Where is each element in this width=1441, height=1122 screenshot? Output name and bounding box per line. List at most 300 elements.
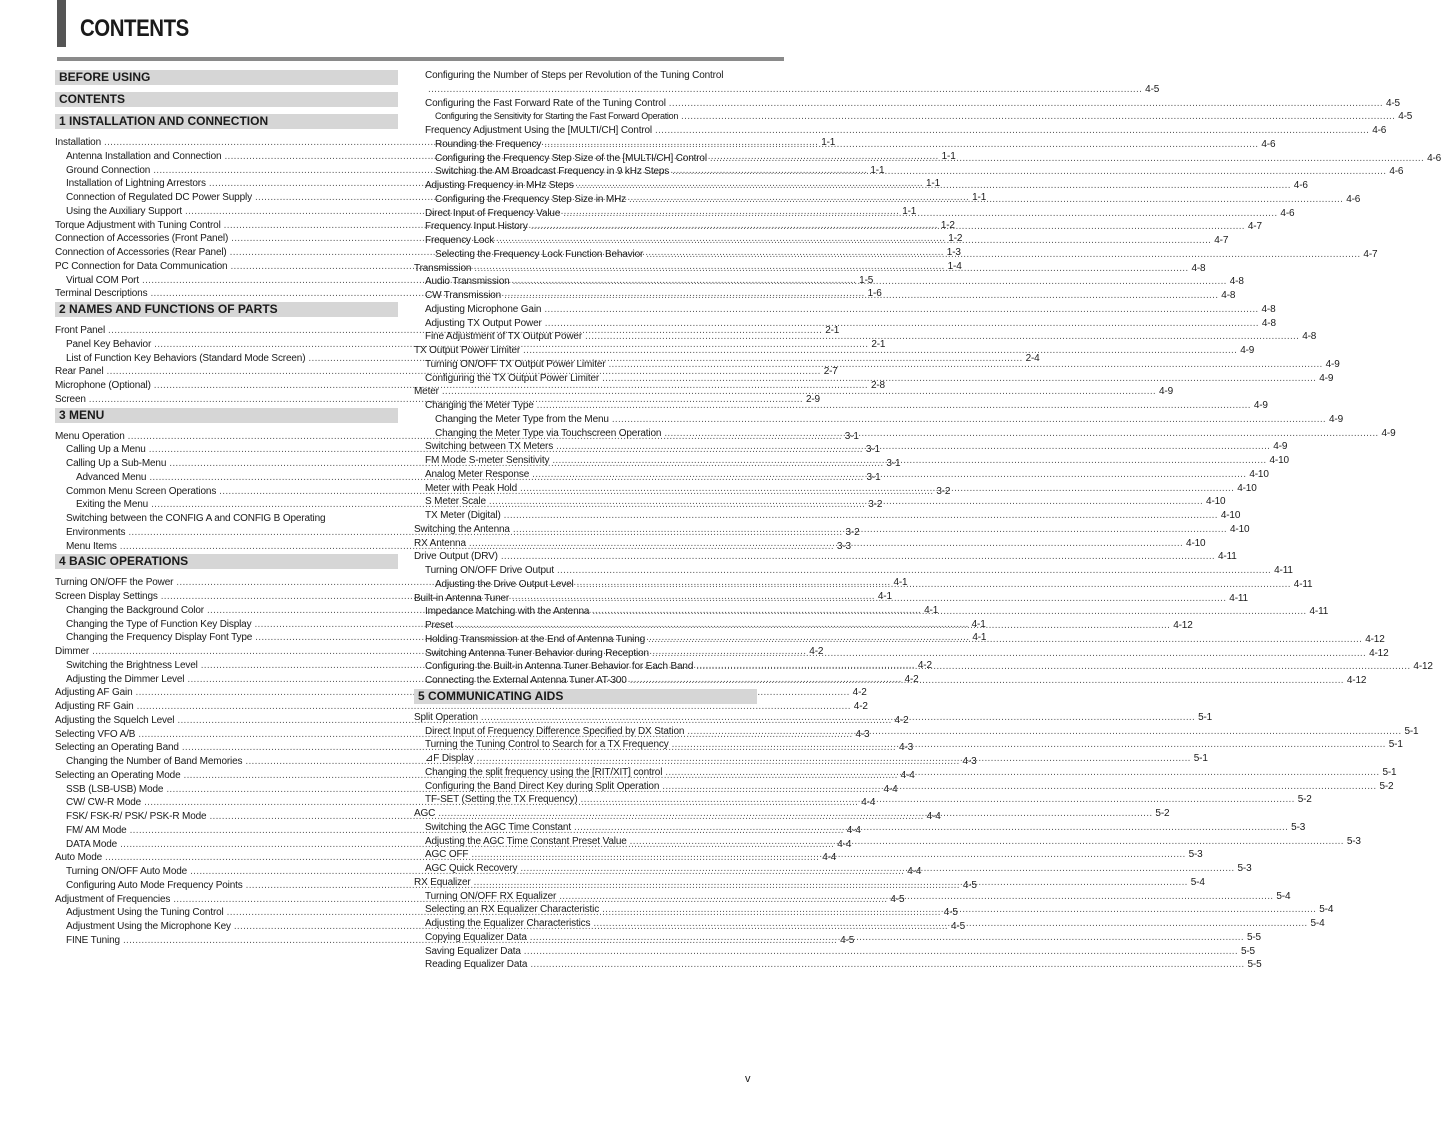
toc-entry-page: 4-11 [1293, 578, 1313, 590]
dot-leader [556, 440, 1270, 454]
toc-entry-page: 5-2 [1297, 794, 1312, 806]
toc-entry-page: 4-3 [855, 728, 870, 740]
dot-leader [592, 605, 1306, 619]
toc-entry-title: Turning ON/OFF Auto Mode [66, 866, 188, 877]
toc-entry-title: Adjusting RF Gain [55, 701, 134, 712]
section-heading: CONTENTS [55, 92, 398, 107]
toc-entry-page: 4-2 [853, 701, 868, 712]
dot-leader [669, 97, 1383, 111]
page-title: CONTENTS [80, 15, 189, 42]
toc-entry-page: 4-9 [1325, 358, 1340, 370]
toc-entry-title: Configuring the Band Direct Key during Split Operation [425, 780, 660, 792]
toc-entry-page: 4-12 [1369, 647, 1389, 659]
toc-entry[interactable] [55, 700, 868, 714]
dot-leader [593, 917, 1307, 931]
toc-entry-page: 5-1 [1198, 711, 1213, 723]
toc-entry-title: Switching the Antenna [414, 523, 510, 535]
toc-entry-title: TX Output Power Limiter [414, 345, 521, 356]
toc-entry-title: Split Operation [414, 711, 478, 723]
dot-leader [544, 138, 1258, 152]
toc-entry-title: Frequency Adjustment Using the [MULTI/CH] Control [425, 125, 653, 136]
toc-entry-title: Connection of Regulated DC Power Supply [66, 192, 252, 203]
toc-entry-title: Adjustment Using the Microphone Key [66, 921, 231, 932]
toc-entry-title: Configuring the TX Output Power Limiter [425, 372, 600, 384]
toc-entry-title: Advanced Menu [76, 471, 147, 483]
toc-entry-page: 4-2 [894, 714, 909, 726]
toc-entry-page: 4-1 [877, 591, 892, 602]
dot-leader [672, 165, 1386, 179]
toc-entry-page: 1-1 [870, 164, 885, 176]
toc-entry-page: 4-12 [1413, 661, 1433, 673]
toc-entry-page: 4-1 [893, 577, 908, 589]
toc-entry-title: Exiting the Menu [76, 499, 149, 511]
toc-entry-title: Turning ON/OFF Drive Output [425, 565, 554, 576]
toc-entry-page: 4-10 [1220, 510, 1241, 521]
dot-leader [471, 848, 1185, 862]
toc-entry-title: Direct Input of Frequency Difference Specified by DX Station [425, 725, 685, 737]
toc-entry-page: 2-9 [805, 393, 820, 405]
toc-entry-page: 1-1 [821, 137, 836, 148]
dot-leader [513, 523, 1227, 537]
toc-entry-page: 4-9 [1158, 386, 1173, 398]
toc-entry-title: Preset [425, 620, 454, 631]
toc-entry-page: 5-4 [1276, 890, 1291, 902]
toc-entry-title: Changing the Meter Type [425, 400, 534, 411]
dot-leader [438, 807, 1152, 821]
toc-entry-page: 5-3 [1237, 863, 1252, 874]
dot-leader [612, 413, 1326, 427]
toc-entry-title: Installation of Lightning Arrestors [66, 178, 206, 190]
toc-entry[interactable] [414, 958, 1262, 972]
toc-entry-page: 2-8 [870, 380, 885, 391]
toc-entry-title: Adjusting Microphone Gain [425, 303, 542, 315]
toc-entry[interactable] [414, 413, 1343, 427]
dot-leader [523, 344, 1237, 358]
toc-entry-title: Turning ON/OFF the Power [55, 577, 174, 589]
toc-entry[interactable] [414, 303, 1276, 317]
toc-entry-page: 4-9 [1240, 345, 1255, 356]
dot-leader [559, 890, 1273, 904]
toc-entry-title: Built-in Antenna Tuner [414, 592, 510, 604]
toc-entry-title: Terminal Descriptions [55, 288, 148, 300]
toc-entry-title: Common Menu Screen Operations [66, 485, 217, 497]
toc-entry-page: 4-8 [1221, 290, 1236, 301]
toc-entry-page: 3-2 [936, 485, 951, 497]
toc-entry-page: 4-1 [972, 632, 987, 644]
toc-entry-title: AGC Quick Recovery [425, 863, 518, 874]
toc-entry[interactable] [414, 592, 1248, 606]
toc-entry[interactable] [414, 110, 1413, 124]
toc-entry[interactable] [414, 945, 1255, 959]
toc-entry-page: 3-2 [845, 526, 860, 538]
title-rule [57, 57, 784, 61]
section-heading: 1 INSTALLATION AND CONNECTION [55, 114, 398, 129]
toc-entry-title: Calling Up a Menu [66, 444, 146, 456]
toc-entry-title: Changing the Meter Type via Touchscreen Operation [435, 427, 662, 439]
toc-entry[interactable] [414, 619, 1193, 633]
toc-entry-title: FM/ AM Mode [66, 824, 127, 836]
toc-entry-title: Selecting VFO A/B [55, 728, 136, 740]
toc-entry-page: 4-8 [1191, 262, 1206, 274]
toc-entry-page: 5-5 [1240, 945, 1255, 957]
toc-entry-title: Dimmer [55, 646, 90, 657]
toc-entry[interactable] [414, 564, 1293, 578]
toc-entry-page: 1-1 [941, 150, 956, 162]
dot-leader [710, 152, 1424, 166]
toc-entry-page: 4-1 [971, 618, 986, 630]
toc-entry-page: 4-6 [1261, 138, 1276, 150]
toc-entry-title: Selecting an Operating Mode [55, 769, 181, 781]
dot-leader [545, 317, 1259, 331]
toc-entry-page: 4-4 [846, 824, 861, 836]
toc-entry-title: Installation [55, 137, 102, 148]
toc-entry-title: PC Connection for Data Communication [55, 260, 228, 272]
toc-entry-title: List of Function Key Behaviors (Standard Mode Screen) [66, 352, 306, 364]
toc-entry-page: 5-3 [1346, 835, 1361, 847]
toc-entry-title: Changing the Number of Band Memories [66, 756, 243, 767]
dot-leader [681, 110, 1395, 124]
toc-entry-title: Changing the Frequency Display Font Type [66, 632, 253, 644]
toc-entry-title: Connection of Accessories (Front Panel) [55, 233, 229, 245]
toc-entry-title: Antenna Installation and Connection [66, 150, 222, 162]
dot-leader [557, 564, 1271, 578]
toc-entry-title: Menu Operation [55, 430, 125, 442]
toc-entry-page: 4-10 [1249, 468, 1269, 480]
dot-leader [602, 372, 1316, 386]
dot-leader [532, 468, 1246, 482]
toc-entry-page: 4-5 [1145, 83, 1160, 95]
toc-entry-page: 1-1 [972, 192, 987, 203]
toc-entry-page: 4-9 [1273, 441, 1288, 453]
toc-entry-title: Configuring Auto Mode Frequency Points [66, 879, 243, 891]
toc-entry-page: 2-1 [871, 338, 886, 350]
toc-entry-page: 4-11 [1229, 592, 1248, 604]
toc-entry-title: Rounding the Frequency [435, 138, 542, 150]
toc-entry-title: Adjusting the Dimmer Level [66, 673, 185, 685]
toc-entry-title: SSB (LSB-USB) Mode [66, 783, 164, 795]
toc-entry-title: Switching between the CONFIG A and CONFIG B Operating [66, 513, 326, 524]
toc-entry-title: Changing the Background Color [66, 604, 204, 616]
toc-entry-page: 1-5 [859, 274, 874, 286]
dot-leader [652, 647, 1366, 661]
dot-leader [477, 752, 1191, 766]
toc-entry-title: Switching the AGC Time Constant [425, 821, 571, 833]
toc-entry[interactable] [414, 605, 1329, 619]
toc-entry-page: 4-12 [1346, 675, 1367, 686]
toc-entry-page: 1-3 [946, 247, 961, 258]
toc-entry-page: 1-1 [902, 205, 917, 217]
toc-entry-page: 4-4 [900, 769, 915, 781]
toc-entry-title: Rear Panel [55, 366, 104, 378]
toc-entry[interactable] [414, 69, 757, 83]
toc-entry-page: 5-5 [1246, 931, 1261, 943]
toc-entry-page: 2-4 [1025, 352, 1040, 364]
toc-entry-page: 4-5 [840, 934, 855, 946]
toc-entry-page: 4-2 [852, 687, 867, 699]
toc-entry-page: 5-3 [1291, 821, 1306, 833]
toc-entry-page: 4-7 [1363, 248, 1378, 260]
dot-leader [504, 289, 1218, 303]
toc-entry-title: Drive Output (DRV) [414, 551, 498, 563]
toc-entry-title: RX Equalizer [414, 876, 471, 888]
dot-leader [629, 193, 1343, 207]
toc-entry-page: 4-11 [1309, 606, 1329, 618]
toc-entry-page: 3-1 [844, 430, 859, 442]
dot-leader [581, 793, 1295, 807]
dot-leader [474, 262, 1188, 276]
toc-entry-title: AGC OFF [425, 849, 469, 861]
toc-entry[interactable] [414, 633, 1385, 647]
toc-entry[interactable] [414, 97, 1400, 111]
dot-leader [442, 385, 1156, 399]
toc-entry-title: RX Antenna [414, 537, 466, 549]
dot-leader [672, 738, 1386, 752]
toc-entry-title: Screen Display Settings [55, 591, 158, 602]
dot-leader [489, 495, 1203, 509]
toc-entry-title: Adjusting AF Gain [55, 687, 133, 699]
toc-entry-page: 1-2 [940, 219, 955, 231]
toc-entry-title: Selecting an Operating Band [55, 742, 179, 754]
toc-entry-title: CW Transmission [425, 290, 502, 301]
toc-entry-title: TX Meter (Digital) [425, 510, 501, 521]
toc-entry-page: 1-2 [948, 233, 963, 245]
dot-leader [648, 633, 1362, 647]
dot-leader [531, 220, 1245, 234]
toc-entry-title: Changing the Type of Function Key Display [66, 618, 252, 630]
dot-leader [456, 619, 1170, 633]
toc-entry-page: 4-10 [1186, 537, 1206, 549]
toc-entry-title: AGC [414, 808, 436, 819]
toc-entry-page: 4-2 [917, 659, 932, 671]
toc-entry-title: Configuring the Sensitivity for Starting the Fast Forward Operation [435, 111, 679, 122]
toc-entry-title: Meter [414, 386, 439, 398]
toc-entry-page: 4-9 [1328, 413, 1343, 425]
toc-entry-page: 5-1 [1388, 739, 1403, 751]
toc-entry-title: Fine Adjustment of TX Output Power [425, 331, 583, 343]
toc-entry-title: Changing the split frequency using the [RIT/XIT] control [425, 766, 663, 778]
toc-entry-title: FM Mode S-meter Sensitivity [425, 455, 550, 466]
toc-entry-title: Connection of Accessories (Rear Panel) [55, 247, 227, 258]
dot-leader [563, 207, 1277, 221]
toc-entry-title: Configuring the Frequency Step Size in MHz [435, 193, 627, 205]
dot-leader [530, 931, 1244, 945]
toc-entry-page: 4-6 [1346, 193, 1361, 205]
toc-entry-page: 4-11 [1274, 565, 1293, 576]
toc-entry-page: 4-9 [1381, 427, 1396, 439]
toc-entry-page: 4-5 [951, 921, 966, 932]
toc-entry-page: 4-5 [962, 879, 977, 891]
toc-entry-page: 5-1 [1193, 753, 1208, 764]
toc-entry-page: 5-1 [1404, 725, 1419, 737]
toc-entry-page: 4-4 [837, 838, 852, 850]
toc-entry-page: 1-1 [926, 178, 941, 190]
dot-leader [577, 179, 1291, 193]
toc-entry-title: TF-SET (Setting the TX Frequency) [425, 794, 578, 806]
toc-entry-page: 4-12 [1365, 633, 1385, 645]
toc-entry-title: Switching Antenna Tuner Behavior during Reception [425, 647, 649, 659]
toc-entry-page: 4-6 [1280, 207, 1295, 219]
toc-entry-page: 4-5 [943, 907, 958, 919]
page-number: v [745, 1073, 751, 1085]
toc-entry[interactable] [414, 550, 1237, 564]
toc-entry-title: Switching the AM Broadcast Frequency in 9 kHz Steps [435, 166, 670, 178]
toc-entry-title: Impedance Matching with the Antenna [425, 606, 590, 618]
toc-entry-page: 4-4 [926, 811, 941, 822]
toc-entry-page: 4-3 [899, 742, 914, 754]
toc-entry-page: 4-10 [1206, 496, 1226, 508]
section-heading: 2 NAMES AND FUNCTIONS OF PARTS [55, 302, 398, 317]
toc-entry-page: 4-4 [883, 783, 898, 795]
toc-entry-title: ⊿F Display [425, 753, 474, 764]
toc-entry-page: 3-1 [865, 444, 880, 456]
toc-entry[interactable] [414, 578, 1313, 592]
toc-entry-title: Turning the Tuning Control to Search for a TX Frequency [425, 739, 669, 751]
toc-entry-page: 4-4 [907, 866, 922, 877]
toc-entry-title: S Meter Scale [425, 496, 486, 508]
dot-leader [520, 482, 1234, 496]
dot-leader [552, 454, 1266, 468]
toc-entry-title: Calling Up a Sub-Menu [66, 458, 167, 469]
toc-entry-page: 4-8 [1261, 303, 1276, 315]
section-heading: 4 BASIC OPERATIONS [55, 554, 398, 569]
toc-entry-title: Configuring the Number of Steps per Revolution of the Tuning Control [425, 70, 724, 81]
toc-entry-page: 4-4 [861, 797, 876, 809]
toc-entry-title: Torque Adjustment with Tuning Control [55, 219, 221, 231]
toc-entry-title: Adjusting Frequency in MHz Steps [425, 180, 574, 191]
toc-entry-title: Adjustment Using the Tuning Control [66, 907, 224, 919]
toc-entry-page: 4-6 [1293, 180, 1308, 191]
section-heading: 3 MENU [55, 408, 398, 423]
dot-leader [655, 124, 1369, 138]
toc-entry-title: FSK/ FSK-R/ PSK/ PSK-R Mode [66, 811, 207, 822]
toc-entry-page: 4-7 [1247, 221, 1262, 233]
toc-entry-page: 1-6 [867, 288, 882, 300]
toc-entry-title: Adjusting the AGC Time Constant Preset Value [425, 835, 627, 847]
toc-entry-title: Configuring the Built-in Antenna Tuner Behavior for Each Band [425, 661, 694, 673]
toc-entry-title: Direct Input of Frequency Value [425, 207, 561, 219]
dot-leader [602, 903, 1316, 917]
toc-entry-page: 4-6 [1372, 125, 1387, 136]
toc-entry-page: 2-1 [825, 325, 840, 336]
dot-leader [630, 835, 1344, 849]
section-heading: 5 COMMUNICATING AIDS [414, 689, 757, 704]
toc-entry-title: Configuring the Frequency Step Size of the [MULTI/CH] Control [435, 152, 707, 164]
toc-entry-page: 4-5 [1385, 97, 1400, 109]
toc-entry-title: Configuring the Fast Forward Rate of the Tuning Control [425, 97, 666, 109]
toc-entry[interactable] [55, 512, 398, 526]
dot-leader [513, 275, 1227, 289]
dot-leader [630, 674, 1344, 688]
toc-entry-page: 1-4 [947, 260, 962, 272]
dot-leader [662, 780, 1376, 794]
dot-leader [497, 234, 1211, 248]
toc-entry-title: CW/ CW-R Mode [66, 797, 142, 809]
toc-entry-title: Adjusting the Drive Output Level [435, 578, 574, 590]
toc-entry-page: 5-5 [1247, 959, 1262, 971]
toc-entry-page: 4-10 [1237, 482, 1257, 494]
toc-entry-page: 4-10 [1229, 523, 1250, 535]
dot-leader [481, 711, 1195, 725]
dot-leader [512, 592, 1226, 606]
toc-entry-title: Switching between TX Meters [425, 441, 554, 453]
toc-entry-page: 4-2 [904, 673, 919, 685]
toc-entry-title: Microphone (Optional) [55, 380, 151, 391]
toc-entry-title: Selecting the Frequency Lock Function Behavior [435, 248, 644, 260]
toc-entry-page: 3-1 [886, 458, 901, 469]
toc-entry-title: FINE Tuning [66, 934, 120, 946]
toc-entry-page: 4-7 [1214, 235, 1229, 246]
toc-entry-title: DATA Mode [66, 838, 118, 850]
toc-entry-title: Audio Transmission [425, 276, 510, 288]
toc-entry-title: Environments [66, 526, 126, 538]
toc-entry-page: 4-8 [1261, 317, 1276, 329]
toc-entry-page: 5-4 [1190, 876, 1205, 888]
toc-entry-page: 3-3 [836, 540, 851, 552]
toc-entry-page: 4-5 [890, 893, 905, 905]
toc-entry-title: Adjusting TX Output Power [425, 317, 542, 329]
toc-entry-page: 5-3 [1188, 849, 1203, 861]
dot-leader [665, 766, 1379, 780]
toc-entry-title: Selecting an RX Equalizer Characteristic [425, 904, 600, 916]
toc-entry-title: Turning ON/OFF TX Output Power Limiter [425, 358, 606, 370]
dot-leader [474, 876, 1188, 890]
toc-entry-page: 2-7 [823, 366, 838, 378]
toc-entry-title: Auto Mode [55, 852, 103, 864]
toc-entry-page: 5-4 [1310, 918, 1325, 929]
toc-entry[interactable] [414, 83, 1160, 97]
toc-entry-page: 5-4 [1319, 904, 1334, 916]
dot-leader [577, 578, 1291, 592]
toc-entry-page: 4-8 [1302, 331, 1317, 343]
title-accent-bar [57, 0, 66, 47]
toc-entry-title: Switching the Brightness Level [66, 659, 198, 671]
toc-entry[interactable] [414, 509, 1241, 523]
dot-leader [585, 330, 1299, 344]
toc-entry-title: Meter with Peak Hold [425, 482, 518, 494]
toc-entry-page: 3-2 [868, 499, 883, 511]
toc-entry-page: 4-2 [809, 646, 824, 657]
dot-leader [537, 399, 1251, 413]
toc-entry-title: Frequency Lock [425, 235, 495, 246]
toc-entry-page: 4-8 [1229, 276, 1244, 288]
toc-entry-title: Holding Transmission at the End of Antenna Tuning [425, 633, 646, 645]
dot-leader [520, 862, 1234, 876]
toc-entry-title: Screen [55, 393, 86, 405]
toc-entry-page: 4-4 [822, 852, 837, 864]
dot-leader [544, 303, 1258, 317]
toc-entry-title: Analog Meter Response [425, 468, 530, 480]
dot-leader [664, 427, 1378, 441]
toc-entry-page: 4-11 [1217, 551, 1237, 563]
dot-leader [524, 945, 1238, 959]
toc-entry[interactable] [414, 124, 1387, 138]
toc-entry-title: Adjusting the Squelch Level [55, 714, 175, 726]
toc-entry-title: Adjustment of Frequencies [55, 893, 171, 905]
toc-entry-page: 5-2 [1155, 808, 1170, 819]
toc-entry-title: Using the Auxiliary Support [66, 205, 183, 217]
toc-entry-page: 4-3 [962, 756, 977, 767]
toc-entry-page: 5-1 [1382, 766, 1397, 778]
toc-entry-page: 4-1 [924, 604, 939, 616]
dot-leader [428, 83, 1142, 97]
dot-leader [501, 550, 1215, 564]
toc-entry-title: Menu Items [66, 540, 117, 552]
toc-entry-title: Frequency Input History [425, 221, 528, 233]
toc-entry-page: 4-6 [1389, 166, 1404, 178]
toc-entry-title: Adjusting the Equalizer Characteristics [425, 918, 591, 929]
toc-entry-title: Reading Equalizer Data [425, 959, 528, 971]
toc-entry-page: 3-1 [866, 471, 881, 483]
